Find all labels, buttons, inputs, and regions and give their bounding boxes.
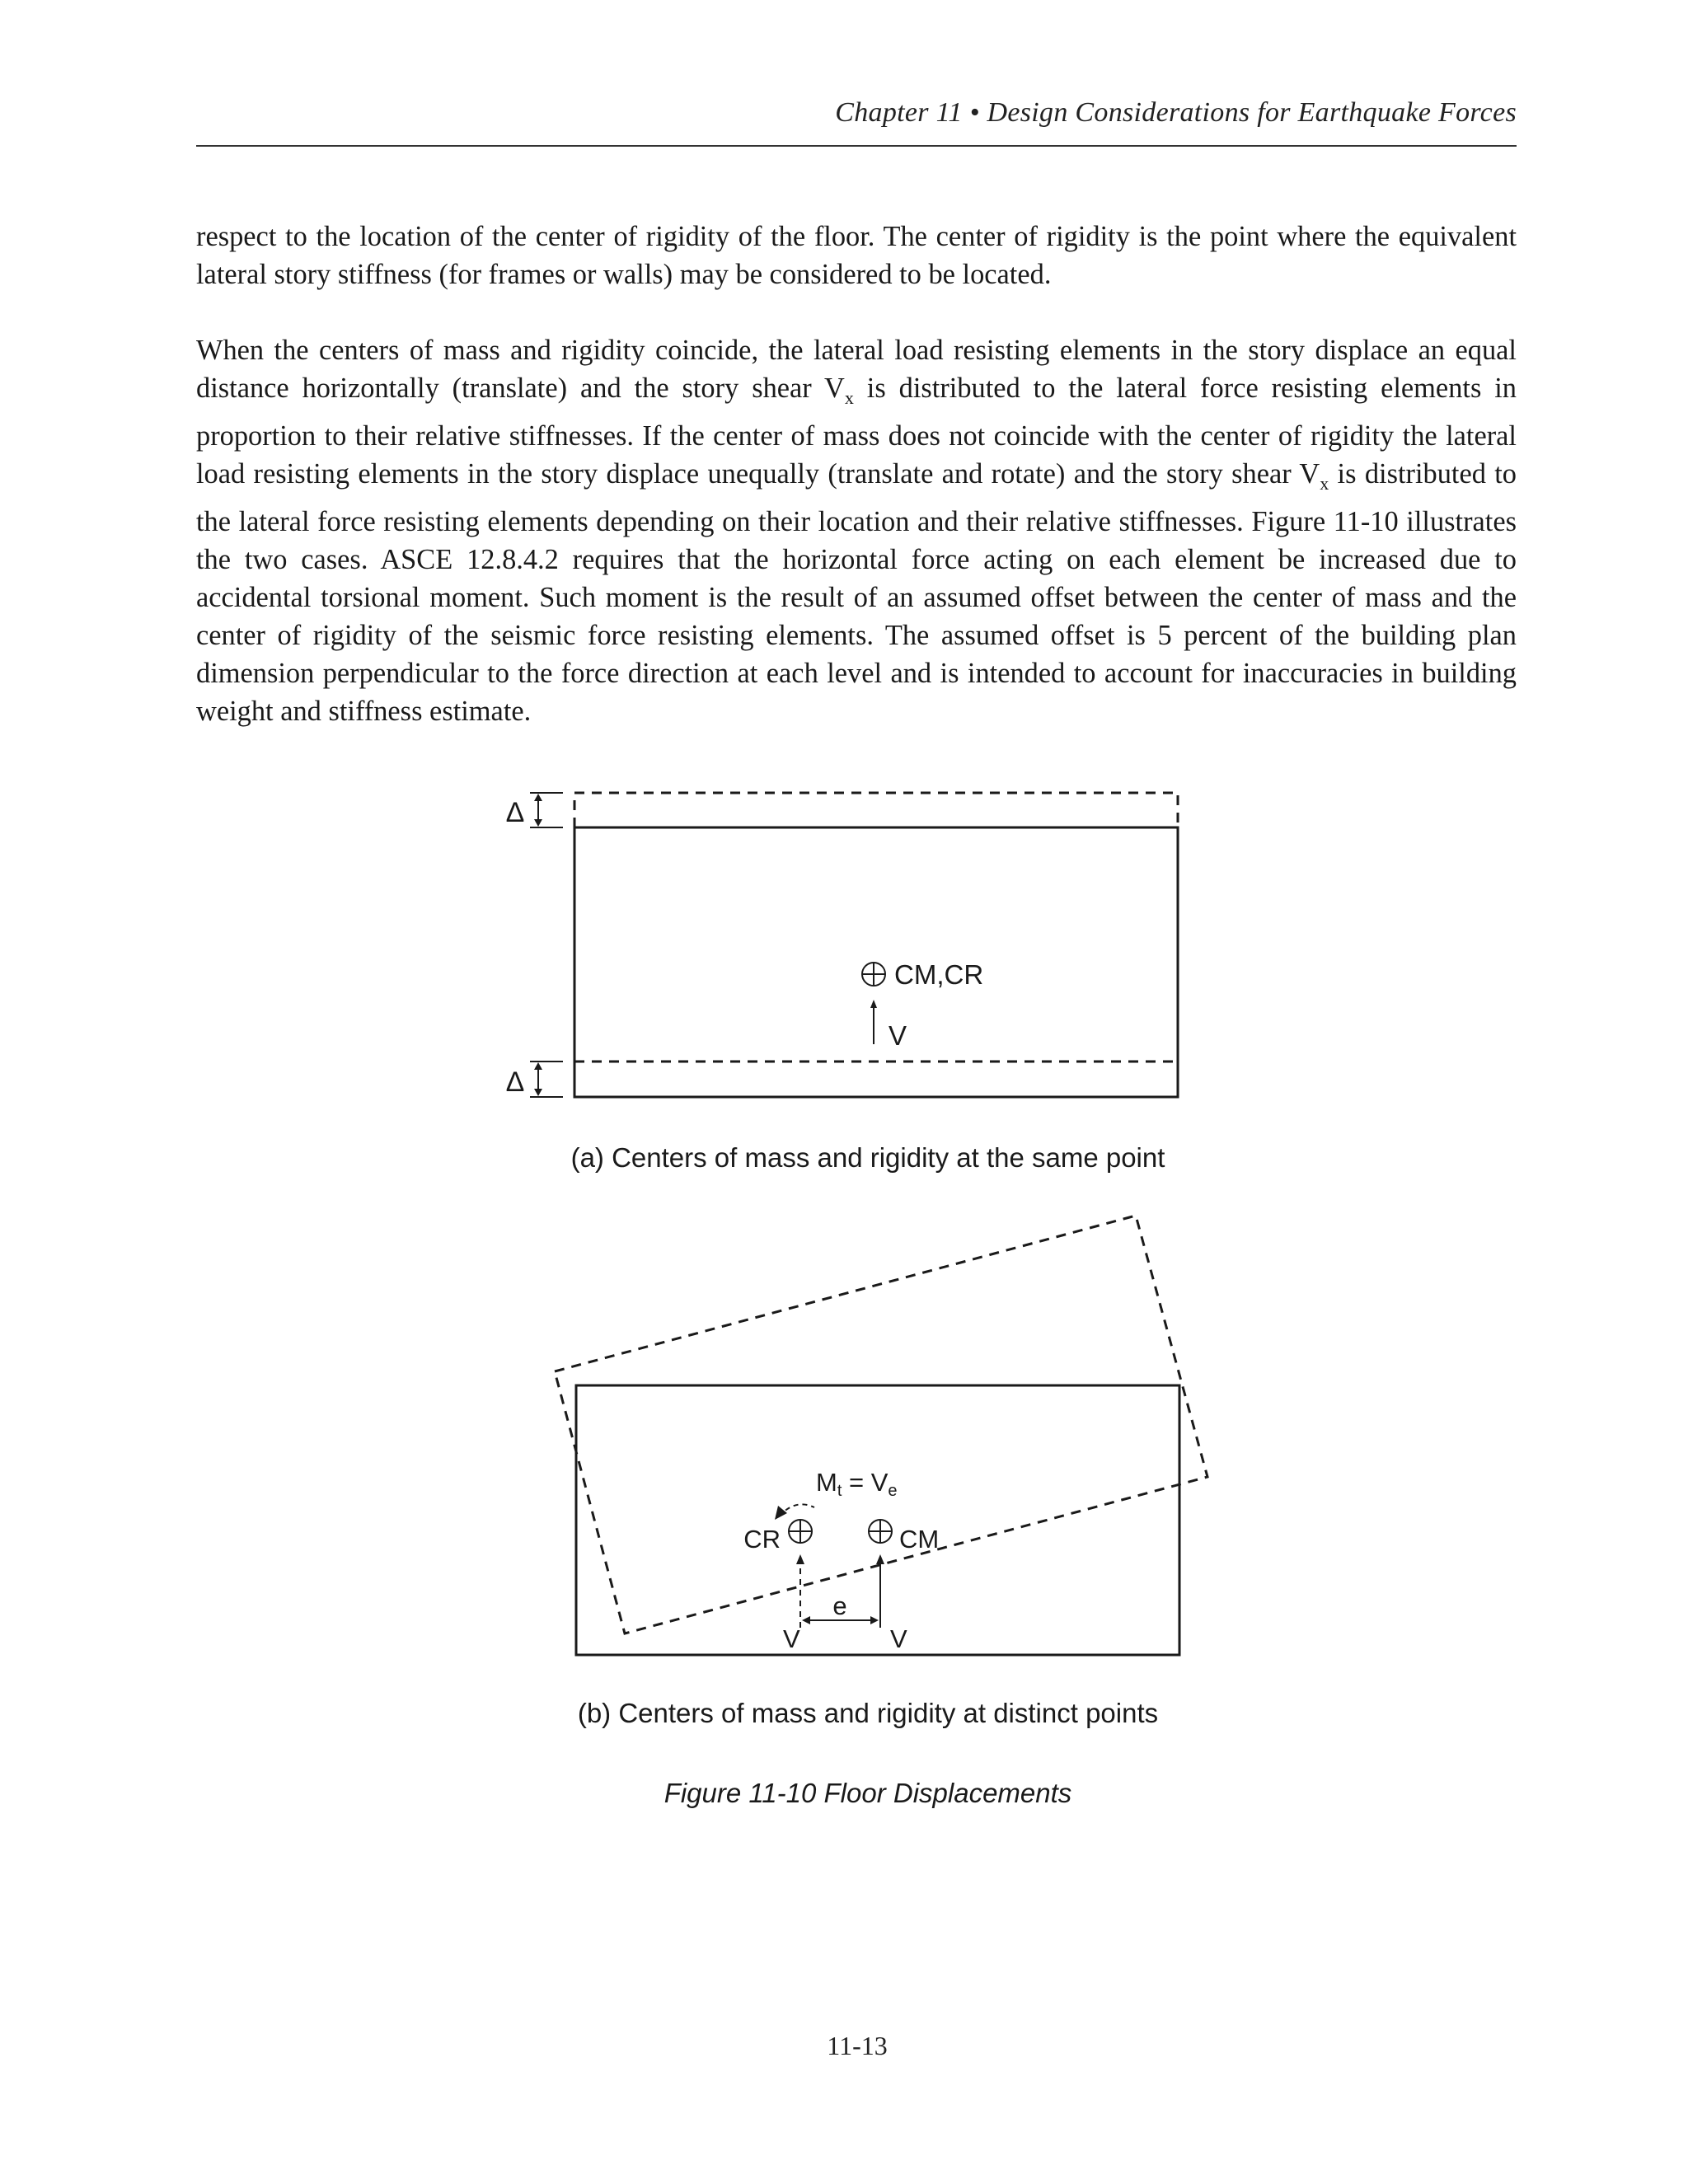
page-number: 11-13 bbox=[827, 2031, 888, 2060]
caption-panel-b: (b) Centers of mass and rigidity at distinct points bbox=[577, 1698, 1159, 1728]
moment-M: M bbox=[816, 1468, 837, 1497]
paragraph-1: respect to the location of the center of rigidity of the floor. The center of rigidity is the point where the equivalent lateral story stiffness (for frames or walls) may be considered to be located. bbox=[196, 221, 1517, 290]
delta-label-bottom: Δ bbox=[505, 1066, 525, 1098]
cm-label: CM bbox=[899, 1525, 940, 1554]
eccentricity-label: e bbox=[832, 1591, 847, 1620]
moment-subscript-e: e bbox=[888, 1482, 898, 1500]
panel-a-diagram bbox=[506, 793, 1178, 1098]
caption-panel-a: (a) Centers of mass and rigidity at the same point bbox=[570, 1142, 1165, 1173]
subscript-x-1: x bbox=[844, 387, 854, 408]
figure-title: Figure 11-10 Floor Displacements bbox=[663, 1778, 1072, 1808]
panel-a-displaced-top-edge bbox=[574, 793, 1178, 827]
delta-dimension-bottom bbox=[506, 1062, 563, 1098]
shear-label-right: V bbox=[890, 1624, 907, 1653]
paragraph-2-part-3: is distributed to the lateral force resisting elements depending on their location and their relative stiffnesses. Figure 11-10 illustrates the two cases. ASCE 12.8.4.2 requires that the horizontal force acting on each element be increased due to accidental torsional moment. Such moment is the result of an assumed offset between the center of mass and the center of rigidity of the seismic force resisting elements. The assumed offset is 5 percent of the building plan dimension perpendicular to the force direction at each level and is intended to account for inaccuracies in building weight and stiffness estimate. bbox=[196, 457, 1517, 727]
moment-subscript-t: t bbox=[837, 1482, 842, 1500]
shear-label-left: V bbox=[783, 1624, 800, 1653]
delta-dimension-top bbox=[506, 793, 563, 828]
shear-force-label: V bbox=[889, 1020, 907, 1051]
cm-symbol bbox=[869, 1520, 892, 1543]
running-header: Chapter 11 • Design Considerations for Earthquake Forces bbox=[835, 97, 1517, 128]
cr-symbol bbox=[789, 1520, 812, 1543]
cm-cr-symbol bbox=[862, 963, 885, 986]
paragraph-2-part-2: is distributed to the lateral force resisting elements in proportion to their relative stiffnesses. If the center of mass does not coincide with the center of rigidity the lateral load resisting elements in the story displace unequally (translate and rotate) and the story shear V bbox=[196, 373, 1517, 490]
cm-cr-label: CM,CR bbox=[894, 959, 984, 990]
delta-label-top: Δ bbox=[505, 797, 525, 828]
moment-equals-V: = V bbox=[842, 1468, 889, 1497]
torsional-moment-label bbox=[816, 1468, 898, 1500]
subscript-x-2: x bbox=[1320, 472, 1329, 494]
paragraph-2-part-1: When the centers of mass and rigidity coincide, the lateral load resisting elements in the story displace an equal distance horizontally (translate) and the story shear V bbox=[196, 335, 1517, 404]
panel-b-diagram bbox=[555, 1216, 1207, 1655]
cr-label: CR bbox=[743, 1525, 781, 1554]
